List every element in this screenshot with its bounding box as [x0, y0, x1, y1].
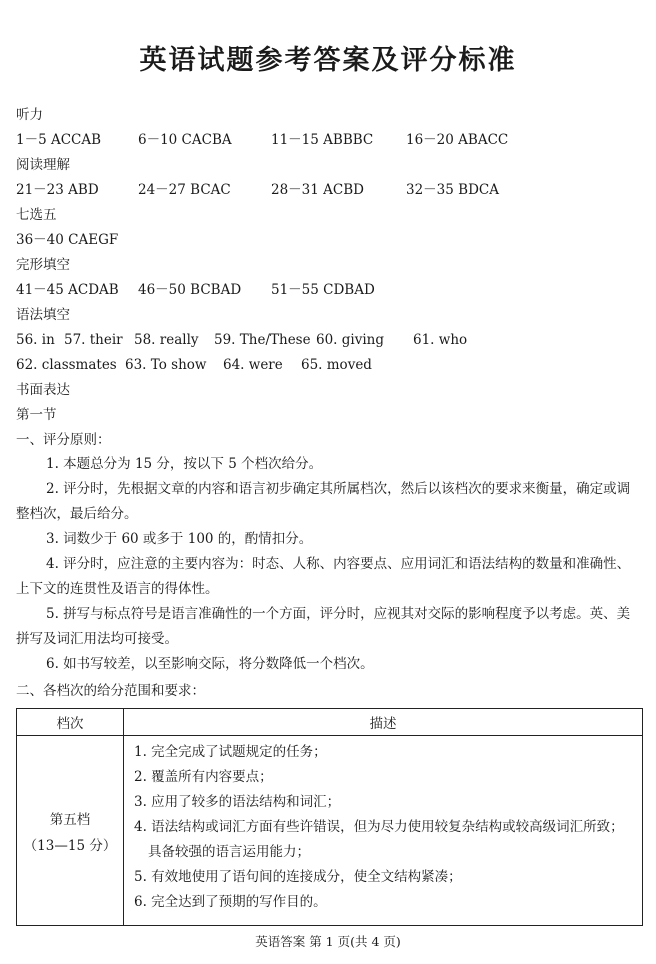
principle-item — [16, 527, 642, 552]
description-item: 5. 有效地使用了语句间的连接成分，使全文结构紧凑； — [134, 869, 462, 885]
page-footer: 英语答案 第 1 页(共 4 页) — [255, 934, 401, 949]
cloze-heading: 完形填空 — [16, 257, 70, 273]
reading-heading: 阅读理解 — [16, 157, 70, 173]
principle-item — [16, 452, 642, 477]
answer-group: 36－40 CAEGF — [16, 232, 119, 248]
principle-item — [16, 477, 642, 527]
principle-text: 4. 评分时，应注意的主要内容为：时态、人称、内容要点、应用词汇和语法结构的数量和准确性、上下文的连贯性及语言的得体性。 — [16, 556, 631, 597]
answer-item: 64. were — [223, 357, 283, 373]
description-item: 6. 完全达到了预期的写作目的。 — [134, 894, 327, 910]
principles-heading: 一、评分原则： — [16, 432, 111, 448]
principle-text: 2. 评分时，先根据文章的内容和语言初步确定其所属档次，然后以该档次的要求来衡量，确定或调整档次，最后给分。 — [16, 481, 631, 522]
answer-group: 1－5 ACCAB — [16, 132, 102, 148]
answer-group: 16－20 ABACC — [406, 132, 509, 148]
answer-item: 58. really — [134, 332, 199, 348]
answer-item: 62. classmates — [16, 357, 117, 373]
principle-text: 5. 拼写与标点符号是语言准确性的一个方面，评分时，应视其对交际的影响程度予以考虑。英、美拼写及词汇用法均可接受。 — [16, 606, 631, 647]
answer-group: 32－35 BDCA — [406, 182, 499, 198]
levels-heading: 二、各档次的给分范围和要求： — [16, 683, 205, 699]
answer-item: 57. their — [64, 332, 123, 348]
answer-group: 41－45 ACDAB — [16, 282, 119, 298]
grading-table — [16, 708, 643, 926]
answer-group: 28－31 ACBD — [271, 182, 364, 198]
page-title: 英语试题参考答案及评分标准 — [139, 45, 517, 76]
writing-heading: 书面表达 — [16, 382, 70, 398]
principle-text: 1. 本题总分为 15 分，按以下 5 个档次给分。 — [46, 456, 323, 472]
answer-item: 63. To show — [125, 357, 207, 373]
description-cell — [124, 736, 643, 926]
table-header-description: 描述 — [124, 709, 643, 736]
writing-section: 第一节 — [16, 407, 57, 423]
description-item: 2. 覆盖所有内容要点； — [134, 769, 273, 785]
principles-list — [16, 452, 642, 677]
grammar-heading: 语法填空 — [16, 307, 70, 323]
answer-item: 60. giving — [316, 332, 385, 348]
principle-item — [16, 652, 642, 677]
description-item: 1. 完全完成了试题规定的任务； — [134, 744, 327, 760]
answer-item: 56. in — [16, 332, 55, 348]
table-row — [17, 736, 643, 926]
principle-item — [16, 602, 642, 652]
seven-choose-five-heading: 七选五 — [16, 207, 57, 223]
level-name: 第五档 — [49, 811, 91, 828]
principle-text: 6. 如书写较差，以至影响交际，将分数降低一个档次。 — [46, 656, 374, 672]
table-header-level: 档次 — [17, 709, 124, 736]
table-header-row — [17, 709, 643, 736]
answer-group: 21－23 ABD — [16, 182, 99, 198]
answer-group: 51－55 CDBAD — [271, 282, 375, 298]
level-cell — [17, 736, 124, 926]
answer-item: 61. who — [413, 332, 468, 348]
answer-group: 24－27 BCAC — [138, 182, 231, 198]
answer-item: 65. moved — [301, 357, 372, 373]
listening-heading: 听力 — [16, 107, 43, 123]
answer-group: 11－15 ABBBC — [271, 132, 374, 148]
description-item: 3. 应用了较多的语法结构和词汇； — [134, 794, 341, 810]
principle-item — [16, 552, 642, 602]
answer-group: 6－10 CACBA — [138, 132, 232, 148]
principle-text: 3. 词数少于 60 或多于 100 的，酌情扣分。 — [46, 531, 313, 547]
level-range: （13—15 分） — [23, 837, 117, 854]
description-item: 4. 语法结构或词汇方面有些许错误，但为尽力使用较复杂结构或较高级词汇所致；具备较强的语言运用能力； — [134, 819, 624, 860]
answer-item: 59. The/These — [214, 332, 311, 348]
answer-group: 46－50 BCBAD — [138, 282, 242, 298]
